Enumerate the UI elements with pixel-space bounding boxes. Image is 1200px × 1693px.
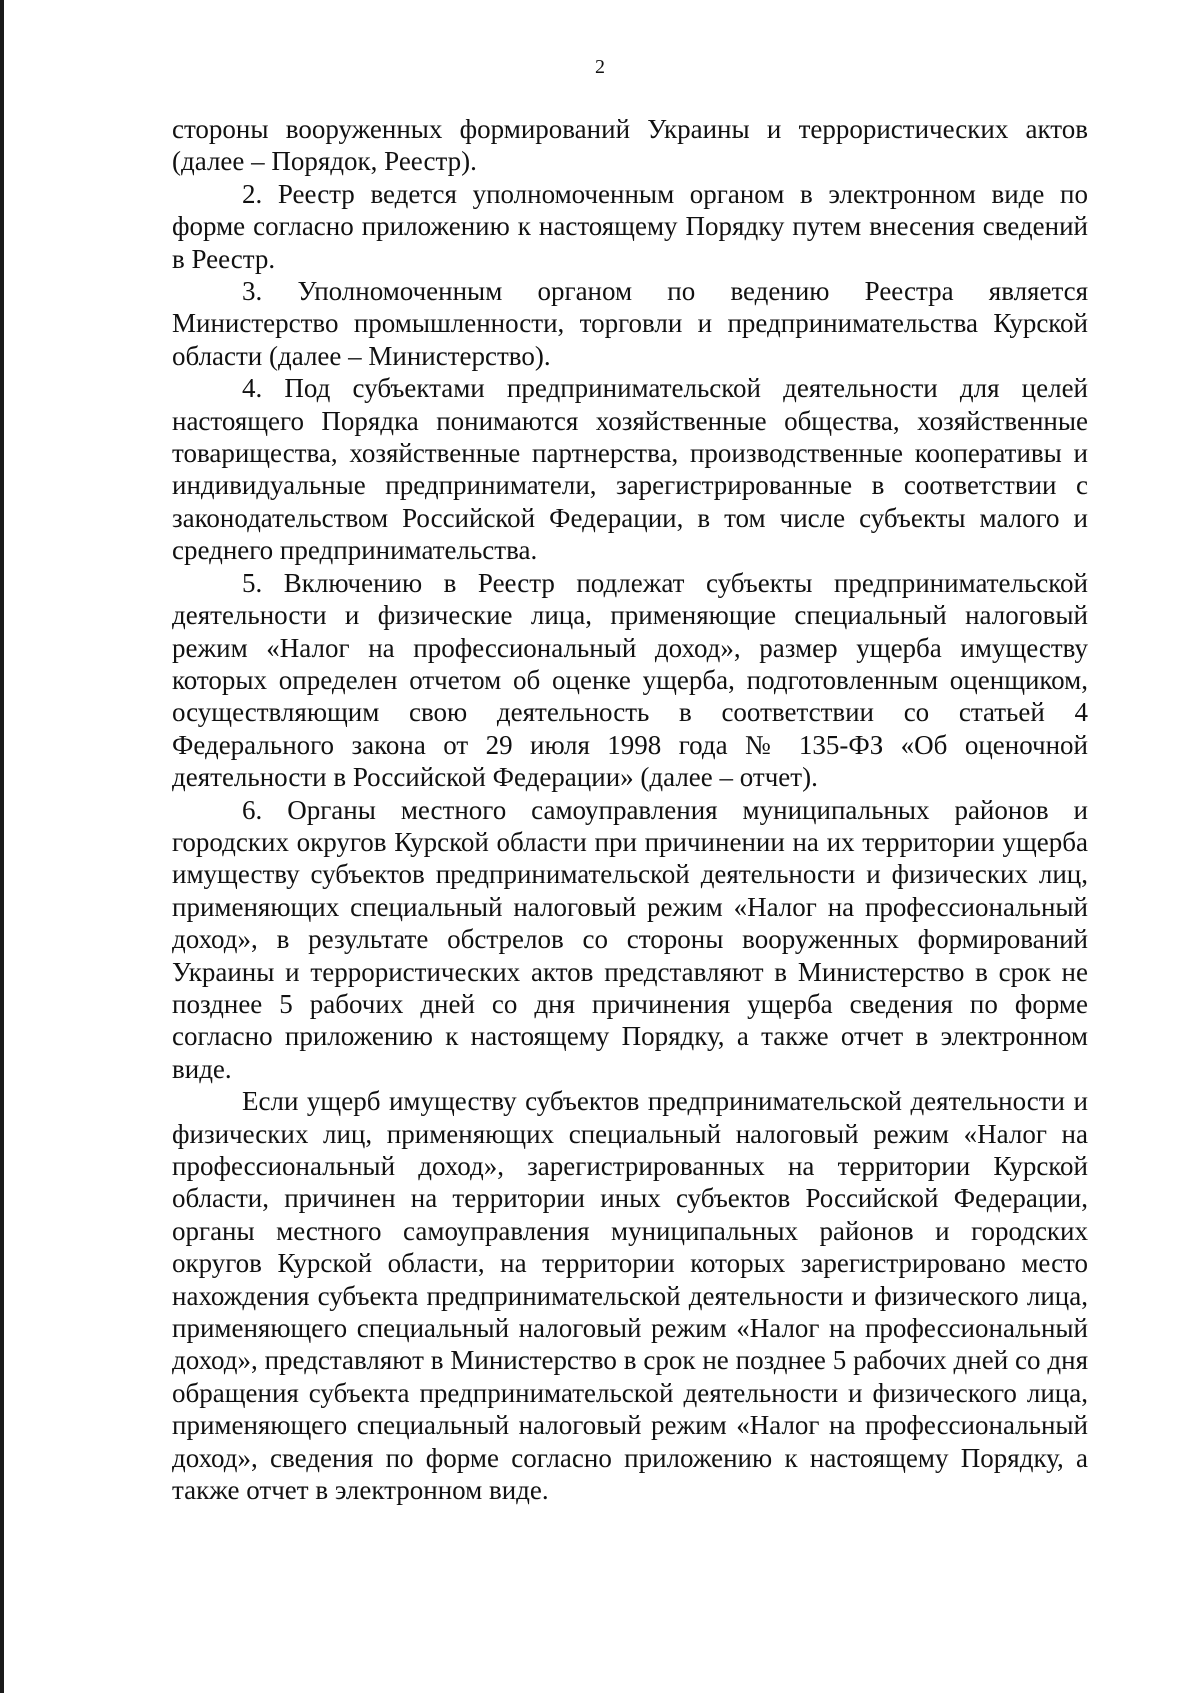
document-body [172,113,1088,1506]
paragraph-item-5: 5. Включению в Реестр подлежат субъекты предпринимательской деятельности и физические лица, применяющие специальный налоговый режим «Налог на профессиональный доход», размер ущерба имуществу которых определен отчетом об оценке ущерба, подготовленным оценщиком, осуществляющим свою деятельность в соответствии со статьей 4 Федерального закона от 29 июля 1998 года № 135-ФЗ «Об оценочной деятельности в Российской Федерации» (далее – отчет). [172,567,1088,793]
scan-edge [0,0,4,1693]
paragraph-item-6-continued: Если ущерб имуществу субъектов предпринимательской деятельности и физических лиц, применяющих специальный налоговый режим «Налог на профессиональный доход», зарегистрированных на территории Курской области, причинен на территории иных субъектов Российской Федерации, органы местного самоуправления муниципальных районов и городских округов Курской области, на территории которых зарегистрировано место нахождения субъекта предпринимательской деятельности и физического лица, применяющего специальный налоговый режим «Налог на профессиональный доход», представляют в Министерство в срок не позднее 5 рабочих дней со дня обращения субъекта предпринимательской деятельности и физического лица, применяющего специальный налоговый режим «Налог на профессиональный доход», сведения по форме согласно приложению к настоящему Порядку, а также отчет в электронном виде. [172,1086,1088,1506]
paragraph-item-4: 4. Под субъектами предпринимательской деятельности для целей настоящего Порядка понимаются хозяйственные общества, хозяйственные товарищества, хозяйственные партнерства, производственные кооперативы и индивидуальные предприниматели, зарегистрированные в соответствии с законодательством Российской Федерации, в том числе субъекты малого и среднего предпринимательства. [172,373,1088,566]
paragraph-item-6: 6. Органы местного самоуправления муниципальных районов и городских округов Курской области при причинении на их территории ущерба имуществу субъектов предпринимательской деятельности и физических лиц, применяющих специальный налоговый режим «Налог на профессиональный доход», в результате обстрелов со стороны вооруженных формирований Украины и террористических актов представляют в Министерство в срок не позднее 5 рабочих дней со дня причинения ущерба сведения по форме согласно приложению к настоящему Порядку, а также отчет в электронном виде. [172,794,1088,1084]
paragraph-item-2: 2. Реестр ведется уполномоченным органом в электронном виде по форме согласно приложению к настоящему Порядку путем внесения сведений в Реестр. [172,178,1088,274]
paragraph-continuation: стороны вооруженных формирований Украины и террористических актов (далее – Порядок, Реестр). [172,114,1088,177]
paragraph-item-3: 3. Уполномоченным органом по ведению Реестра является Министерство промышленности, торговли и предпринимательства Курской области (далее – Министерство). [172,276,1088,371]
page-number: 2 [595,56,605,78]
